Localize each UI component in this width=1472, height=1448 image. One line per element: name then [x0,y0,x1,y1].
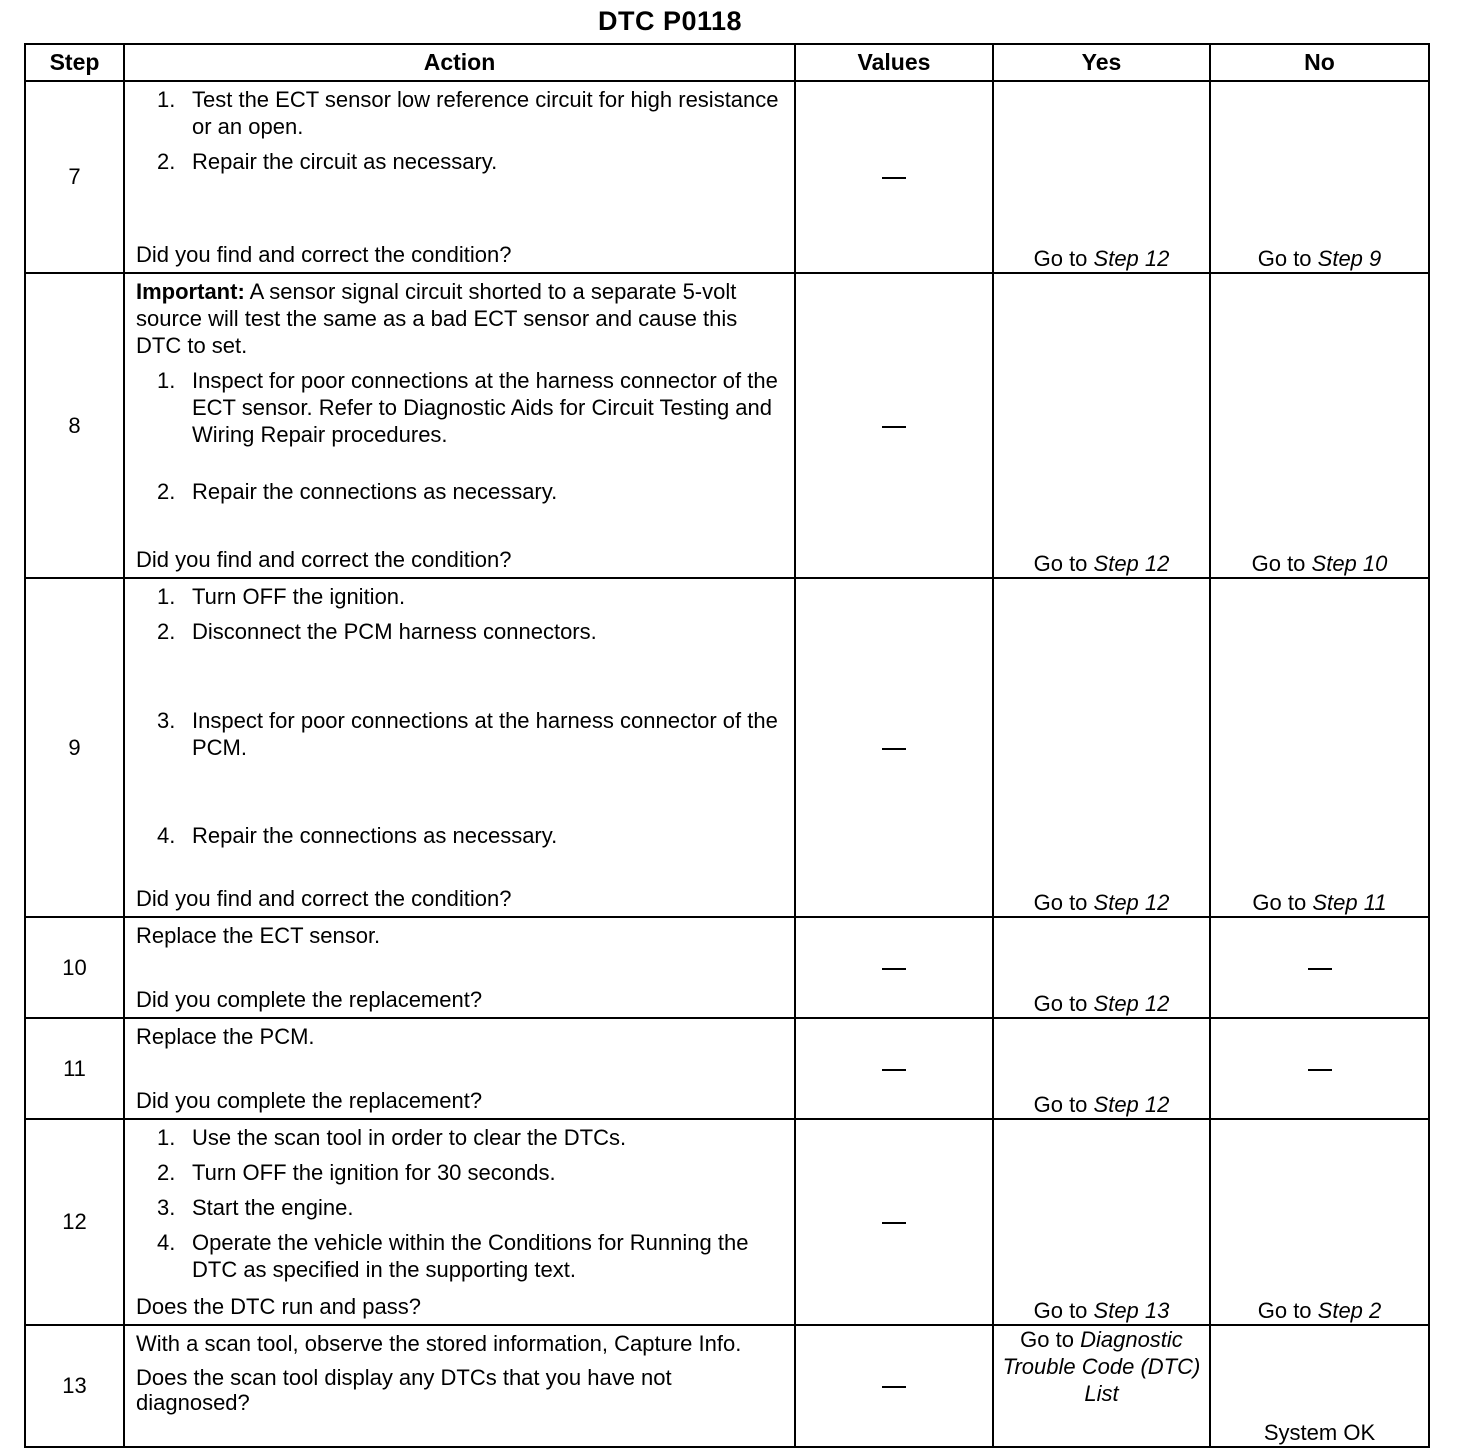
question-text: Did you complete the replacement? [136,1088,483,1113]
dash-mark [882,1222,906,1224]
dash-mark [1308,1069,1332,1071]
no-cell [1210,1018,1429,1119]
step-link: Step 12 [1093,890,1170,915]
action-cell [124,578,795,917]
step-link: Step 12 [1093,246,1170,271]
list-item: 2. Repair the circuit as necessary. [157,149,498,174]
values-cell [795,81,993,273]
action-text: Replace the PCM. [136,1024,315,1049]
action-text: With a scan tool, observe the stored information, Capture Info. [136,1331,742,1356]
list-item: 3. Start the engine. [157,1195,354,1220]
question-text: Did you find and correct the condition? [136,886,512,911]
list-item: 3. Inspect for poor connections at the harness connector of the PCM. [157,708,778,760]
step-number: 8 [25,273,124,578]
header-values: Values [795,44,993,81]
yes-cell: Go to Step 12 [993,81,1210,273]
list-item: 2. Repair the connections as necessary. [157,479,558,504]
dash-mark [882,426,906,428]
action-cell [124,1325,795,1447]
header-step: Step [25,44,124,81]
list-item: 1. Test the ECT sensor low reference circuit for high resistance or an open. [157,87,779,139]
no-cell [1210,917,1429,1018]
list-item: 4. Repair the connections as necessary. [157,823,558,848]
list-item: 2. Disconnect the PCM harness connectors. [157,619,597,644]
step-number: 12 [25,1119,124,1325]
step-number: 11 [25,1018,124,1119]
table-row [25,273,1429,578]
values-cell [795,578,993,917]
step-link: Step 13 [1093,1298,1170,1323]
action-cell [124,273,795,578]
table-row [25,578,1429,917]
action-cell [124,917,795,1018]
action-cell [124,1119,795,1325]
table-row [25,917,1429,1018]
step-number: 10 [25,917,124,1018]
values-cell [795,1018,993,1119]
values-cell [795,917,993,1018]
step-link: Step 12 [1093,551,1170,576]
step-link: Step 11 [1312,890,1387,915]
no-cell: Go to Step 10 [1210,273,1429,578]
values-cell [795,1119,993,1325]
question-text: Did you find and correct the condition? [136,242,512,267]
no-cell: Go to Step 2 [1210,1119,1429,1325]
header-no: No [1210,44,1429,81]
list-item: 4. Operate the vehicle within the Conditions for Running the DTC as specified in the supporting text. [157,1230,749,1282]
action-cell [124,81,795,273]
no-cell: System OK [1210,1325,1429,1447]
important-note: Important: A sensor signal circuit shorted to a separate 5-volt source will test the same as a bad ECT sensor and cause this DTC to set. [136,279,738,358]
table-row [25,1119,1429,1325]
diagnostic-table [24,43,1430,1448]
table-row [25,1018,1429,1119]
question-text: Did you complete the replacement? [136,987,483,1012]
list-item: 2. Turn OFF the ignition for 30 seconds. [157,1160,556,1185]
values-cell [795,1325,993,1447]
yes-cell: Go to Diagnostic Trouble Code (DTC) List [993,1325,1210,1447]
yes-cell: Go to Step 12 [993,578,1210,917]
step-link: Step 10 [1311,551,1388,576]
header-row [25,44,1429,81]
dash-mark [1308,968,1332,970]
table-row [25,81,1429,273]
question-text: Does the DTC run and pass? [136,1294,421,1319]
no-cell: Go to Step 9 [1210,81,1429,273]
no-cell: Go to Step 11 [1210,578,1429,917]
yes-cell: Go to Step 12 [993,1018,1210,1119]
diagnostic-trouble-code-list-link: Diagnostic Trouble Code (DTC) List [1002,1327,1201,1406]
list-item: 1. Use the scan tool in order to clear the DTCs. [157,1125,627,1150]
dash-mark [882,1069,906,1071]
dash-mark [882,177,906,179]
values-cell [795,273,993,578]
action-cell [124,1018,795,1119]
step-number: 7 [25,81,124,273]
yes-cell: Go to Step 12 [993,273,1210,578]
question-text: Does the scan tool display any DTCs that you have not diagnosed? [136,1365,672,1415]
yes-cell: Go to Step 13 [993,1119,1210,1325]
page-title: DTC P0118 [597,6,743,36]
step-number: 9 [25,578,124,917]
header-action: Action [124,44,795,81]
action-text: Replace the ECT sensor. [136,923,381,948]
question-text: Did you find and correct the condition? [136,547,512,572]
step-link: Step 2 [1317,1298,1382,1323]
step-link: Step 9 [1317,246,1382,271]
header-yes: Yes [993,44,1210,81]
step-link: Step 12 [1093,991,1170,1016]
yes-cell: Go to Step 12 [993,917,1210,1018]
step-link: Step 12 [1093,1092,1170,1117]
dash-mark [882,968,906,970]
list-item: 1. Inspect for poor connections at the harness connector of the ECT sensor. Refer to Diagnostic Aids for Circuit Testing and Wiring Repair procedures. [157,368,778,447]
list-item: 1. Turn OFF the ignition. [157,584,406,609]
dash-mark [882,1386,906,1388]
dash-mark [882,748,906,750]
table-row [25,1325,1429,1447]
step-number: 13 [25,1325,124,1447]
